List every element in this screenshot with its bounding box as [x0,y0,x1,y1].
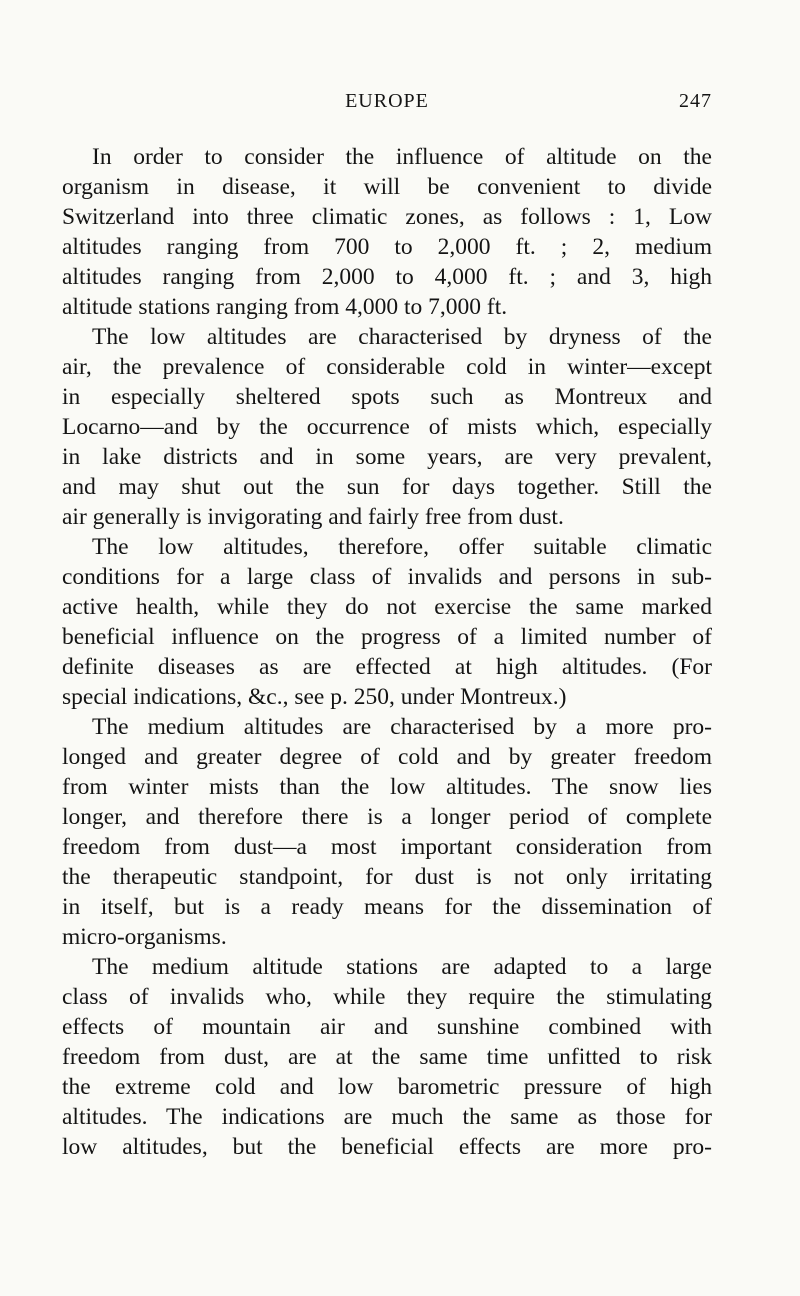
text-line: from winter mists than the low altitudes. The snow lies [62,774,712,800]
text-line: active health, while they do not exercise the same marked [62,594,712,620]
text-line: micro-organisms. [62,924,227,950]
text-line: freedom from dust—a most important consideration from [62,834,712,860]
text-line: longed and greater degree of cold and by greater freedom [62,744,712,770]
paragraph-text [62,142,712,322]
text-line: in lake districts and in some years, are very prevalent, [62,444,712,470]
text-line: The low altitudes are characterised by dryness of the [92,324,712,350]
body-text [62,142,712,1162]
text-line: The medium altitude stations are adapted to a large [92,954,712,980]
text-line: In order to consider the influence of altitude on the [92,144,712,170]
text-line: definite diseases as are effected at high altitudes. (For [62,654,712,680]
page-number: 247 [679,90,712,112]
paragraph-text [62,952,712,1162]
text-line: altitudes. The indications are much the same as those for [62,1104,712,1130]
text-line: The medium altitudes are characterised by a more pro- [92,714,712,740]
paragraph [62,952,712,1162]
text-line: altitude stations ranging from 4,000 to 7,000 ft. [62,294,508,320]
paragraph [62,532,712,712]
text-line: freedom from dust, are at the same time unfitted to risk [62,1044,712,1070]
text-line: beneficial influence on the progress of a limited number of [62,624,712,650]
text-line: organism in disease, it will be convenient to divide [62,174,712,200]
text-line: The low altitudes, therefore, offer suitable climatic [92,534,712,560]
paragraph [62,142,712,322]
running-title: EUROPE [345,90,429,112]
text-line: altitudes ranging from 2,000 to 4,000 ft. ; and 3, high [62,264,712,290]
text-line: special indications, &c., see p. 250, under Montreux.) [62,684,567,710]
text-line: the therapeutic standpoint, for dust is not only irritating [62,864,712,890]
paragraph [62,712,712,952]
text-line: in especially sheltered spots such as Montreux and [62,384,712,410]
text-line: conditions for a large class of invalids and persons in sub- [62,564,712,590]
text-line: and may shut out the sun for days together. Still the [62,474,712,500]
text-line: class of invalids who, while they require the stimulating [62,984,712,1010]
text-line: in itself, but is a ready means for the dissemination of [62,894,712,920]
paragraph-text [62,322,712,532]
text-line: longer, and therefore there is a longer period of complete [62,804,712,830]
text-line: air generally is invigorating and fairly free from dust. [62,504,564,530]
text-line: altitudes ranging from 700 to 2,000 ft. ; 2, medium [62,234,712,260]
paragraph-text [62,712,712,952]
text-line: low altitudes, but the beneficial effects are more pro- [62,1134,712,1160]
text-line: air, the prevalence of considerable cold in winter—except [62,354,712,380]
text-line: Switzerland into three climatic zones, as follows : 1, Low [62,204,712,230]
text-line: effects of mountain air and sunshine combined with [62,1014,712,1040]
text-line: the extreme cold and low barometric pressure of high [62,1074,712,1100]
paragraph-text [62,532,712,712]
text-line: Locarno—and by the occurrence of mists which, especially [62,414,712,440]
running-head [62,90,712,120]
paragraph [62,322,712,532]
